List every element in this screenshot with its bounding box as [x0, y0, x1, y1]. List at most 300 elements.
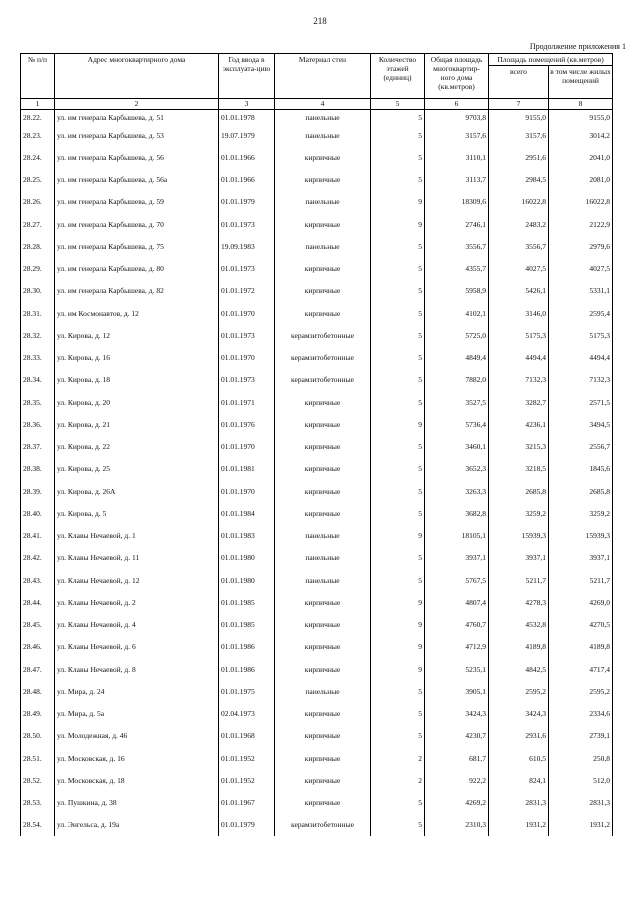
- row-area-total: 3682,8: [425, 502, 489, 524]
- column-number: 3: [219, 99, 275, 110]
- row-material: кирпичные: [275, 725, 371, 747]
- row-premises-total: 9155,0: [489, 110, 549, 125]
- row-number: 28.51.: [21, 747, 55, 769]
- row-number: 28.37.: [21, 436, 55, 458]
- row-area-total: 4230,7: [425, 725, 489, 747]
- row-year: 01.01.1968: [219, 725, 275, 747]
- row-area-total: 3113,7: [425, 169, 489, 191]
- row-year: 01.01.1979: [219, 814, 275, 836]
- row-address: ул. Кирова, д. 22: [55, 436, 219, 458]
- row-floors: 9: [371, 658, 425, 680]
- row-floors: 5: [371, 235, 425, 257]
- row-material: кирпичные: [275, 213, 371, 235]
- row-area-total: 5725,0: [425, 324, 489, 346]
- row-address: ул. им генерала Карбышева, д. 70: [55, 213, 219, 235]
- row-premises-living: 2739,1: [549, 725, 613, 747]
- table-row: [21, 792, 613, 814]
- row-year: 01.01.1972: [219, 280, 275, 302]
- row-premises-total: 3218,5: [489, 458, 549, 480]
- row-premises-living: 3494,5: [549, 413, 613, 435]
- row-floors: 2: [371, 769, 425, 791]
- table-row: [21, 124, 613, 146]
- table-row: [21, 480, 613, 502]
- row-premises-living: 2595,4: [549, 302, 613, 324]
- row-premises-total: 2831,3: [489, 792, 549, 814]
- row-premises-living: 3937,1: [549, 547, 613, 569]
- row-area-total: 4712,9: [425, 636, 489, 658]
- table-row: [21, 814, 613, 836]
- row-address: ул. им генерала Карбышева, д. 53: [55, 124, 219, 146]
- table-row: [21, 725, 613, 747]
- row-premises-total: 3146,0: [489, 302, 549, 324]
- row-premises-living: 4189,8: [549, 636, 613, 658]
- row-year: 01.01.1976: [219, 413, 275, 435]
- row-material: кирпичные: [275, 502, 371, 524]
- row-number: 28.28.: [21, 235, 55, 257]
- row-address: ул. Кирова, д. 20: [55, 391, 219, 413]
- row-address: ул. Клавы Нечаевой, д. 11: [55, 547, 219, 569]
- row-number: 28.40.: [21, 502, 55, 524]
- row-premises-total: 4027,5: [489, 258, 549, 280]
- row-floors: 9: [371, 525, 425, 547]
- row-year: 01.01.1952: [219, 747, 275, 769]
- row-premises-living: 2571,5: [549, 391, 613, 413]
- row-material: панельные: [275, 680, 371, 702]
- row-year: 01.01.1970: [219, 480, 275, 502]
- row-floors: 9: [371, 413, 425, 435]
- row-premises-total: 2595,2: [489, 680, 549, 702]
- header-premises-living: в том числе жилых помещений: [549, 66, 613, 99]
- row-material: кирпичные: [275, 458, 371, 480]
- table-row: [21, 436, 613, 458]
- row-premises-living: 4027,5: [549, 258, 613, 280]
- row-premises-living: 2831,3: [549, 792, 613, 814]
- row-area-total: 5736,4: [425, 413, 489, 435]
- row-premises-living: 512,0: [549, 769, 613, 791]
- row-address: ул. Кирова, д. 26А: [55, 480, 219, 502]
- row-year: 01.01.1985: [219, 591, 275, 613]
- row-number: 28.44.: [21, 591, 55, 613]
- row-premises-living: 16022,8: [549, 191, 613, 213]
- row-floors: 5: [371, 391, 425, 413]
- header-material: Материал стен: [275, 54, 371, 99]
- row-premises-total: 2483,2: [489, 213, 549, 235]
- row-premises-living: 4494,4: [549, 347, 613, 369]
- row-year: 01.01.1979: [219, 191, 275, 213]
- row-premises-living: 4717,4: [549, 658, 613, 680]
- header-premises: Площадь помещений (кв.метров): [489, 54, 613, 66]
- row-floors: 5: [371, 302, 425, 324]
- row-year: 01.01.1973: [219, 369, 275, 391]
- table-row: [21, 146, 613, 168]
- row-number: 28.25.: [21, 169, 55, 191]
- row-floors: 5: [371, 110, 425, 125]
- row-material: кирпичные: [275, 391, 371, 413]
- row-material: кирпичные: [275, 658, 371, 680]
- continuation-note: Продолжение приложения 1: [529, 42, 626, 51]
- row-premises-living: 9155,0: [549, 110, 613, 125]
- row-number: 28.29.: [21, 258, 55, 280]
- row-number: 28.26.: [21, 191, 55, 213]
- row-number: 28.34.: [21, 369, 55, 391]
- row-premises-living: 2041,0: [549, 146, 613, 168]
- row-premises-living: 3259,2: [549, 502, 613, 524]
- row-area-total: 18309,6: [425, 191, 489, 213]
- row-address: ул. Клавы Нечаевой, д. 12: [55, 569, 219, 591]
- row-number: 28.54.: [21, 814, 55, 836]
- row-area-total: 5235,1: [425, 658, 489, 680]
- row-floors: 5: [371, 324, 425, 346]
- row-number: 28.48.: [21, 680, 55, 702]
- row-premises-total: 5175,3: [489, 324, 549, 346]
- column-number: 8: [549, 99, 613, 110]
- row-year: 19.09.1983: [219, 235, 275, 257]
- row-year: 01.01.1952: [219, 769, 275, 791]
- row-address: ул. им генерала Карбышева, д. 80: [55, 258, 219, 280]
- row-address: ул. Пушкина, д. 38: [55, 792, 219, 814]
- row-premises-living: 4269,0: [549, 591, 613, 613]
- row-area-total: 4269,2: [425, 792, 489, 814]
- row-year: 02.04.1973: [219, 703, 275, 725]
- row-area-total: 3937,1: [425, 547, 489, 569]
- row-address: ул. им генерала Карбышева, д. 56а: [55, 169, 219, 191]
- row-floors: 2: [371, 747, 425, 769]
- row-year: 01.01.1973: [219, 258, 275, 280]
- row-area-total: 922,2: [425, 769, 489, 791]
- row-material: кирпичные: [275, 413, 371, 435]
- row-floors: 9: [371, 591, 425, 613]
- row-address: ул. Кирова, д. 5: [55, 502, 219, 524]
- row-number: 28.30.: [21, 280, 55, 302]
- row-premises-total: 15939,3: [489, 525, 549, 547]
- row-premises-living: 2979,6: [549, 235, 613, 257]
- row-floors: 9: [371, 213, 425, 235]
- table-row: [21, 169, 613, 191]
- row-material: кирпичные: [275, 480, 371, 502]
- row-premises-total: 4236,1: [489, 413, 549, 435]
- row-premises-living: 250,8: [549, 747, 613, 769]
- row-year: 01.01.1986: [219, 658, 275, 680]
- row-premises-living: 1931,2: [549, 814, 613, 836]
- row-address: ул. Мира, д. 24: [55, 680, 219, 702]
- row-material: кирпичные: [275, 792, 371, 814]
- row-area-total: 18105,1: [425, 525, 489, 547]
- row-number: 28.33.: [21, 347, 55, 369]
- row-floors: 5: [371, 146, 425, 168]
- row-area-total: 681,7: [425, 747, 489, 769]
- row-area-total: 3110,1: [425, 146, 489, 168]
- row-material: кирпичные: [275, 614, 371, 636]
- table-row: [21, 369, 613, 391]
- row-address: ул. Кирова, д. 16: [55, 347, 219, 369]
- table-row: [21, 302, 613, 324]
- column-numbers-row: [21, 99, 613, 110]
- row-number: 28.35.: [21, 391, 55, 413]
- header-num: № п/п: [21, 54, 55, 99]
- row-premises-living: 5175,3: [549, 324, 613, 346]
- row-premises-living: 4270,5: [549, 614, 613, 636]
- row-area-total: 5958,9: [425, 280, 489, 302]
- row-number: 28.31.: [21, 302, 55, 324]
- table-row: [21, 703, 613, 725]
- row-material: панельные: [275, 110, 371, 125]
- row-material: панельные: [275, 124, 371, 146]
- column-number: 7: [489, 99, 549, 110]
- table-row: [21, 413, 613, 435]
- row-floors: 5: [371, 703, 425, 725]
- row-year: 01.01.1966: [219, 169, 275, 191]
- row-address: ул. Кирова, д. 21: [55, 413, 219, 435]
- row-address: ул. Молодежная, д. 46: [55, 725, 219, 747]
- row-area-total: 3424,3: [425, 703, 489, 725]
- row-premises-total: 4494,4: [489, 347, 549, 369]
- row-area-total: 2746,1: [425, 213, 489, 235]
- table-row: [21, 324, 613, 346]
- row-address: ул. им генерала Карбышева, д. 59: [55, 191, 219, 213]
- row-premises-total: 4842,5: [489, 658, 549, 680]
- row-address: ул. Клавы Нечаевой, д. 8: [55, 658, 219, 680]
- row-floors: 5: [371, 169, 425, 191]
- column-number: 5: [371, 99, 425, 110]
- row-material: панельные: [275, 191, 371, 213]
- header-premises-total: всего: [489, 66, 549, 99]
- row-floors: 5: [371, 124, 425, 146]
- row-premises-living: 15939,3: [549, 525, 613, 547]
- row-premises-total: 7132,3: [489, 369, 549, 391]
- row-address: ул. Кирова, д. 12: [55, 324, 219, 346]
- row-address: ул. Клавы Нечаевой, д. 1: [55, 525, 219, 547]
- row-material: кирпичные: [275, 302, 371, 324]
- row-material: керамзитобетонные: [275, 369, 371, 391]
- row-floors: 5: [371, 814, 425, 836]
- table-row: [21, 614, 613, 636]
- row-area-total: 5767,5: [425, 569, 489, 591]
- row-area-total: 2310,3: [425, 814, 489, 836]
- row-number: 28.43.: [21, 569, 55, 591]
- row-year: 01.01.1985: [219, 614, 275, 636]
- row-address: ул. Мира, д. 5а: [55, 703, 219, 725]
- row-number: 28.46.: [21, 636, 55, 658]
- row-premises-living: 2081,0: [549, 169, 613, 191]
- row-floors: 5: [371, 436, 425, 458]
- table-row: [21, 258, 613, 280]
- row-address: ул. им генерала Карбышева, д. 75: [55, 235, 219, 257]
- row-area-total: 4102,1: [425, 302, 489, 324]
- row-premises-total: 2931,6: [489, 725, 549, 747]
- row-address: ул. Кирова, д. 18: [55, 369, 219, 391]
- row-premises-total: 16022,8: [489, 191, 549, 213]
- row-area-total: 3556,7: [425, 235, 489, 257]
- header-floors: Количество этажей (единиц): [371, 54, 425, 99]
- row-premises-total: 3259,2: [489, 502, 549, 524]
- row-address: ул. Кирова, д. 25: [55, 458, 219, 480]
- table-row: [21, 191, 613, 213]
- row-area-total: 4849,4: [425, 347, 489, 369]
- row-number: 28.24.: [21, 146, 55, 168]
- row-area-total: 4760,7: [425, 614, 489, 636]
- row-year: 01.01.1967: [219, 792, 275, 814]
- row-year: 01.01.1973: [219, 213, 275, 235]
- row-area-total: 3157,6: [425, 124, 489, 146]
- row-address: ул. Клавы Нечаевой, д. 2: [55, 591, 219, 613]
- row-premises-total: 2951,6: [489, 146, 549, 168]
- row-year: 01.01.1966: [219, 146, 275, 168]
- row-year: 01.01.1984: [219, 502, 275, 524]
- row-number: 28.41.: [21, 525, 55, 547]
- row-address: ул. им генерала Карбышева, д. 56: [55, 146, 219, 168]
- row-premises-total: 3424,3: [489, 703, 549, 725]
- row-premises-total: 2984,5: [489, 169, 549, 191]
- row-area-total: 4807,4: [425, 591, 489, 613]
- row-floors: 5: [371, 502, 425, 524]
- row-premises-total: 3282,7: [489, 391, 549, 413]
- row-year: 01.01.1981: [219, 458, 275, 480]
- row-floors: 5: [371, 280, 425, 302]
- row-material: кирпичные: [275, 747, 371, 769]
- row-number: 28.38.: [21, 458, 55, 480]
- row-material: кирпичные: [275, 169, 371, 191]
- row-premises-total: 3157,6: [489, 124, 549, 146]
- table-row: [21, 213, 613, 235]
- row-material: керамзитобетонные: [275, 814, 371, 836]
- row-area-total: 3527,5: [425, 391, 489, 413]
- row-floors: 5: [371, 547, 425, 569]
- row-year: 01.01.1980: [219, 569, 275, 591]
- row-floors: 5: [371, 347, 425, 369]
- table-row: [21, 110, 613, 125]
- row-premises-living: 5211,7: [549, 569, 613, 591]
- row-number: 28.45.: [21, 614, 55, 636]
- table-row: [21, 280, 613, 302]
- row-year: 01.01.1973: [219, 324, 275, 346]
- row-premises-total: 1931,2: [489, 814, 549, 836]
- row-premises-total: 4189,8: [489, 636, 549, 658]
- row-premises-living: 2685,8: [549, 480, 613, 502]
- table-row: [21, 235, 613, 257]
- row-floors: 5: [371, 792, 425, 814]
- row-premises-living: 3014,2: [549, 124, 613, 146]
- row-address: ул. им генерала Карбышева, д. 82: [55, 280, 219, 302]
- row-material: керамзитобетонные: [275, 347, 371, 369]
- row-premises-total: 824,1: [489, 769, 549, 791]
- table-row: [21, 658, 613, 680]
- row-floors: 5: [371, 569, 425, 591]
- row-material: кирпичные: [275, 769, 371, 791]
- column-number: 2: [55, 99, 219, 110]
- header-area-total: Общая площадь многоквартир-ного дома (кв.метров): [425, 54, 489, 99]
- row-area-total: 3263,3: [425, 480, 489, 502]
- row-premises-total: 3215,3: [489, 436, 549, 458]
- table-row: [21, 569, 613, 591]
- row-year: 01.01.1970: [219, 436, 275, 458]
- row-material: панельные: [275, 525, 371, 547]
- row-year: 01.01.1970: [219, 302, 275, 324]
- table-body: [21, 110, 613, 837]
- row-premises-living: 1845,6: [549, 458, 613, 480]
- row-material: кирпичные: [275, 146, 371, 168]
- row-address: ул. Московская, д. 16: [55, 747, 219, 769]
- row-floors: 5: [371, 680, 425, 702]
- row-address: ул. им генерала Карбышева, д. 51: [55, 110, 219, 125]
- row-material: кирпичные: [275, 636, 371, 658]
- row-number: 28.23.: [21, 124, 55, 146]
- header-address: Адрес многоквартирного дома: [55, 54, 219, 99]
- row-number: 28.36.: [21, 413, 55, 435]
- table-row: [21, 769, 613, 791]
- row-address: ул. им Космонавтов, д. 12: [55, 302, 219, 324]
- page-number: 218: [313, 16, 327, 26]
- row-number: 28.49.: [21, 703, 55, 725]
- row-premises-total: 3937,1: [489, 547, 549, 569]
- row-address: ул. Клавы Нечаевой, д. 6: [55, 636, 219, 658]
- table-row: [21, 747, 613, 769]
- column-number: 4: [275, 99, 371, 110]
- table-row: [21, 391, 613, 413]
- row-floors: 9: [371, 614, 425, 636]
- row-area-total: 4355,7: [425, 258, 489, 280]
- row-address: ул. Московская, д. 18: [55, 769, 219, 791]
- row-premises-living: 5331,1: [549, 280, 613, 302]
- row-premises-living: 2122,9: [549, 213, 613, 235]
- housing-table: [20, 53, 613, 836]
- row-floors: 9: [371, 636, 425, 658]
- row-premises-living: 2334,6: [549, 703, 613, 725]
- row-premises-total: 3556,7: [489, 235, 549, 257]
- table-row: [21, 347, 613, 369]
- row-material: панельные: [275, 235, 371, 257]
- table-row: [21, 547, 613, 569]
- table-header: [21, 54, 613, 110]
- table-row: [21, 525, 613, 547]
- row-year: 01.01.1983: [219, 525, 275, 547]
- row-floors: 9: [371, 191, 425, 213]
- row-area-total: 3460,1: [425, 436, 489, 458]
- row-year: 01.01.1980: [219, 547, 275, 569]
- row-number: 28.39.: [21, 480, 55, 502]
- table-row: [21, 502, 613, 524]
- row-material: кирпичные: [275, 280, 371, 302]
- row-material: кирпичные: [275, 591, 371, 613]
- table-row: [21, 636, 613, 658]
- row-year: 19.07.1979: [219, 124, 275, 146]
- row-area-total: 9703,8: [425, 110, 489, 125]
- row-premises-total: 2685,8: [489, 480, 549, 502]
- row-floors: 5: [371, 369, 425, 391]
- row-area-total: 3652,3: [425, 458, 489, 480]
- column-number: 1: [21, 99, 55, 110]
- row-material: кирпичные: [275, 258, 371, 280]
- row-premises-total: 4532,8: [489, 614, 549, 636]
- row-premises-living: 7132,3: [549, 369, 613, 391]
- row-number: 28.47.: [21, 658, 55, 680]
- row-year: 01.01.1978: [219, 110, 275, 125]
- row-address: ул. Энгельса, д. 19а: [55, 814, 219, 836]
- row-year: 01.01.1975: [219, 680, 275, 702]
- row-number: 28.32.: [21, 324, 55, 346]
- row-year: 01.01.1986: [219, 636, 275, 658]
- row-premises-total: 5426,1: [489, 280, 549, 302]
- row-material: керамзитобетонные: [275, 324, 371, 346]
- row-number: 28.42.: [21, 547, 55, 569]
- row-floors: 5: [371, 258, 425, 280]
- row-year: 01.01.1970: [219, 347, 275, 369]
- table-row: [21, 591, 613, 613]
- row-premises-living: 2556,7: [549, 436, 613, 458]
- header-year: Год ввода в эксплуата-цию: [219, 54, 275, 99]
- row-material: кирпичные: [275, 436, 371, 458]
- row-floors: 5: [371, 480, 425, 502]
- row-material: кирпичные: [275, 703, 371, 725]
